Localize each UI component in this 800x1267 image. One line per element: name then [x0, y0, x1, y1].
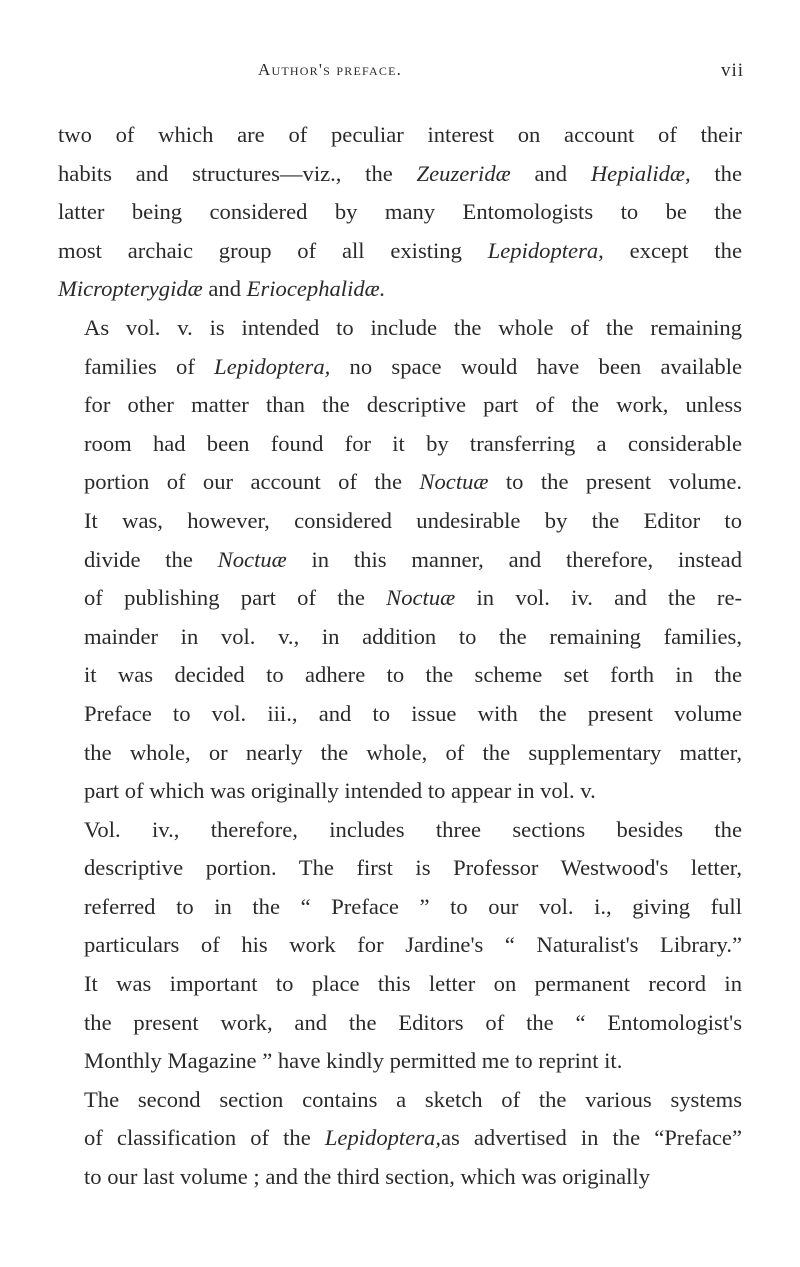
- text-line: It was important to place this letter on permanent record in: [84, 971, 742, 997]
- text-line: habits and structures—viz., the Zeuzeridæ and Hepialidæ, the: [58, 160, 742, 186]
- text-line: for other matter than the descriptive part of the work, unless: [84, 392, 742, 418]
- text-line: It was, however, considered undesirable by the Editor to: [84, 507, 742, 533]
- italic-term: Eriocephalidæ.: [246, 276, 386, 302]
- text-line: latter being considered by many Entomologists to be the: [58, 199, 742, 225]
- text-line: portion of our account of the Noctuæ to the present volume.: [84, 469, 742, 495]
- text-line: room had been found for it by transferring a considerable: [84, 430, 742, 456]
- paragraph: [58, 116, 742, 309]
- text-line: particulars of his work for Jardine's “ Naturalist's Library.”: [84, 932, 742, 958]
- italic-term: Lepidoptera,: [324, 1125, 441, 1151]
- text-line: of classification of the Lepidoptera,as advertised in the “Preface”: [84, 1125, 742, 1151]
- text-line: Preface to vol. iii., and to issue with the present volume: [84, 700, 742, 726]
- text-line: Vol. iv., therefore, includes three sections besides the: [84, 816, 742, 842]
- text-line: most archaic group of all existing Lepidoptera, except the: [58, 237, 742, 263]
- text-line: two of which are of peculiar interest on account of their: [58, 122, 742, 147]
- italic-term: Zeuzeridæ: [416, 160, 511, 186]
- italic-term: Noctuæ: [419, 469, 489, 495]
- text-line: of publishing part of the Noctuæ in vol. iv. and the re-: [84, 585, 742, 611]
- italic-term: Noctuæ: [386, 585, 456, 611]
- text-line: As vol. v. is intended to include the whole of the remaining: [84, 314, 742, 340]
- italic-term: Micropterygidæ: [58, 276, 203, 302]
- italic-term: Lepidoptera,: [214, 353, 331, 379]
- running-title: Author's preface.: [258, 60, 403, 79]
- body-text: [58, 116, 742, 1197]
- text-line: divide the Noctuæ in this manner, and therefore, instead: [84, 546, 742, 572]
- italic-term: Noctuæ: [217, 546, 287, 572]
- italic-term: Hepialidæ,: [590, 160, 691, 186]
- page-number: vii: [720, 60, 744, 81]
- text-line: to our last volume ; and the third section, which was originally: [84, 1164, 650, 1190]
- text-line: mainder in vol. v., in addition to the remaining families,: [84, 623, 742, 649]
- text-line: the whole, or nearly the whole, of the supplementary matter,: [84, 739, 742, 765]
- paragraph: [58, 811, 742, 1081]
- paragraph: [58, 309, 742, 811]
- text-line: referred to in the “ Preface ” to our vol. i., giving full: [84, 893, 742, 919]
- paragraph: [58, 1081, 742, 1197]
- text-line: families of Lepidoptera, no space would have been available: [84, 353, 742, 379]
- text-line: Micropterygidæ and Eriocephalidæ.: [58, 276, 386, 302]
- text-line: it was decided to adhere to the scheme set forth in the: [84, 662, 742, 688]
- text-line: Monthly Magazine ” have kindly permitted me to reprint it.: [84, 1048, 623, 1074]
- text-line: The second section contains a sketch of the various systems: [84, 1086, 742, 1112]
- running-head: [0, 60, 800, 90]
- text-line: the present work, and the Editors of the “ Entomologist's: [84, 1009, 742, 1035]
- text-line: part of which was originally intended to appear in vol. v.: [84, 778, 596, 804]
- italic-term: Lepidoptera,: [487, 237, 604, 263]
- text-line: descriptive portion. The first is Professor Westwood's letter,: [84, 855, 742, 881]
